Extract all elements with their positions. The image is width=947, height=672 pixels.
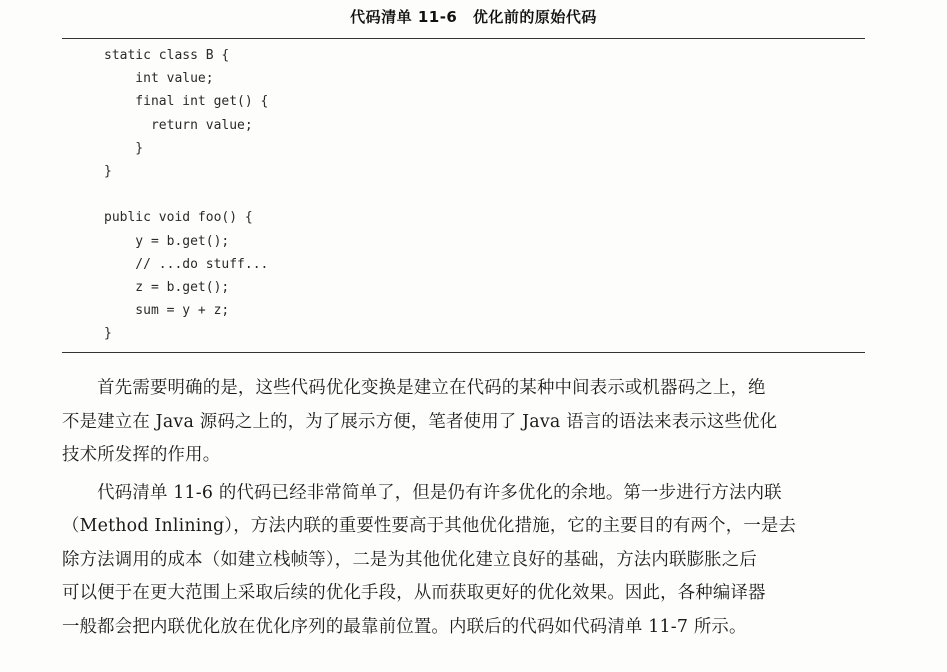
code-line: } — [104, 140, 144, 156]
code-line: z = b.get(); — [104, 279, 230, 295]
paragraph-2 — [62, 477, 862, 645]
code-line: } — [104, 163, 112, 179]
code-line: final int get() { — [104, 94, 269, 110]
code-line: y = b.get(); — [104, 233, 230, 249]
listing-bottom-rule — [62, 352, 865, 353]
code-listing — [104, 44, 268, 345]
text-line: 技术所发挥的作用。 — [62, 445, 221, 465]
text-line: （Method Inlining），方法内联的重要性要高于其他优化措施，它的主要目的有两个，一是去 — [62, 516, 797, 536]
text-line: 可以便于在更大范围上采取后续的优化手段，从而获取更好的优化效果。因此，各种编译器 — [62, 583, 766, 603]
listing-top-rule — [62, 38, 865, 39]
listing-title: 代码清单 11-6 优化前的原始代码 — [350, 8, 597, 26]
code-line — [104, 183, 268, 206]
body-text — [62, 372, 862, 644]
code-line: return value; — [104, 117, 253, 133]
code-line: sum = y + z; — [104, 303, 230, 319]
text-line: 不是建立在 Java 源码之上的，为了展示方便，笔者使用了 Java 语言的语法来表示这些优化 — [62, 411, 778, 432]
code-line: static class B { — [104, 48, 230, 63]
text-line: 除方法调用的成本（如建立栈帧等），二是为其他优化建立良好的基础，方法内联膨胀之后 — [62, 549, 757, 570]
code-line: int value; — [104, 71, 214, 87]
text-line: 首先需要明确的是，这些代码优化变换是建立在代码的某种中间表示或机器码之上，绝 — [62, 378, 766, 398]
paragraph-1 — [62, 372, 862, 473]
code-line: // ...do stuff... — [104, 256, 269, 272]
code-line: public void foo() { — [104, 210, 253, 226]
code-line: } — [104, 326, 112, 342]
text-line: 代码清单 11-6 的代码已经非常简单了，但是仍有许多优化的余地。第一步进行方法内联 — [62, 482, 782, 503]
text-line: 一般都会把内联优化放在优化序列的最靠前位置。内联后的代码如代码清单 11-7 所示。 — [62, 616, 747, 637]
